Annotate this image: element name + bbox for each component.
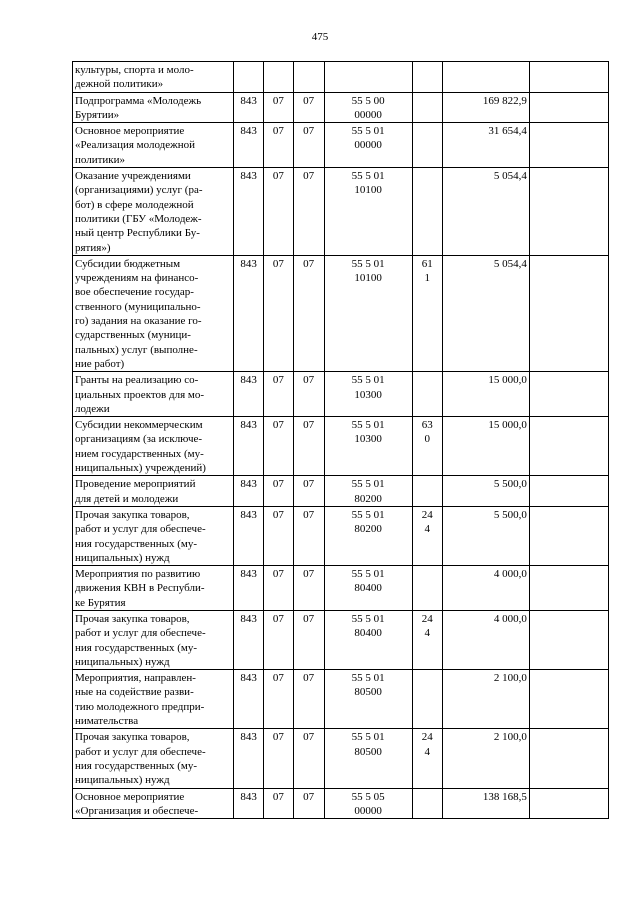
- row-extra-cell: [529, 506, 608, 565]
- row-sum-text: 2 100,0: [493, 672, 527, 685]
- row-sum-text: 138 168,5: [482, 790, 527, 803]
- row-subsection-text: 07: [303, 257, 315, 270]
- row-sum-cell: [442, 566, 529, 611]
- row-csr-cell: [324, 417, 412, 476]
- row-name-text: Прочая закупка товаров, работ и услуг для обеспече- ния государственных (му- ниципальных) нужд: [75, 508, 206, 564]
- table-row: [73, 123, 609, 168]
- row-subsection-text: 07: [303, 568, 315, 581]
- table-row: [73, 372, 609, 417]
- row-sum-cell: [442, 372, 529, 417]
- row-sum-text: 5 054,4: [493, 257, 527, 270]
- row-code-cell: [234, 788, 264, 819]
- row-name-text: Мероприятия по развитию движения КВН в Республи- ке Бурятия: [75, 568, 205, 609]
- table-row: [73, 788, 609, 819]
- row-extra-cell: [529, 476, 608, 507]
- row-subsection-cell: [293, 610, 324, 669]
- row-section-text: 07: [272, 672, 284, 685]
- row-csr-text: 55 5 01 10300: [351, 419, 385, 446]
- row-name-text: Субсидии некоммерческим организациям (за исключе- нием государственных (му- ниципальных) учреждений): [75, 419, 206, 475]
- row-vr-cell: [412, 610, 442, 669]
- row-vr-text: 24 4: [421, 612, 433, 640]
- row-code-cell: [234, 610, 264, 669]
- row-csr-cell: [324, 476, 412, 507]
- row-vr-cell: [412, 92, 442, 123]
- row-csr-text: 55 5 01 80200: [351, 508, 385, 536]
- row-code-text: 843: [240, 374, 257, 387]
- row-section-cell: [263, 476, 293, 507]
- row-csr-cell: [324, 123, 412, 168]
- row-section-text: 07: [272, 731, 284, 744]
- row-sum-text: 169 822,9: [482, 94, 527, 107]
- row-vr-cell: [412, 168, 442, 256]
- row-csr-text: 55 5 01 10300: [351, 374, 385, 401]
- row-vr-cell: [412, 670, 442, 729]
- row-extra-cell: [529, 168, 608, 256]
- row-section-cell: [263, 566, 293, 611]
- row-subsection-cell: [293, 123, 324, 168]
- row-code-cell: [234, 670, 264, 729]
- row-name-text: Подпрограмма «Молодежь Бурятии»: [75, 94, 202, 121]
- row-code-cell: [234, 506, 264, 565]
- row-name-text: Гранты на реализацию со- циальных проектов для мо- лодежи: [75, 374, 205, 415]
- row-csr-text: 55 5 00 00000: [351, 94, 385, 121]
- row-section-cell: [263, 168, 293, 256]
- row-subsection-text: 07: [303, 478, 315, 491]
- row-subsection-cell: [293, 255, 324, 371]
- row-sum-text: 2 100,0: [493, 731, 527, 744]
- row-section-cell: [263, 417, 293, 476]
- row-sum-cell: [442, 729, 529, 788]
- row-code-cell: [234, 476, 264, 507]
- row-name-cell: [73, 123, 234, 168]
- row-sum-text: 5 054,4: [493, 170, 527, 183]
- row-section-text: 07: [272, 508, 284, 521]
- row-subsection-cell: [293, 417, 324, 476]
- table-row: [73, 62, 609, 93]
- row-name-cell: [73, 729, 234, 788]
- row-sum-text: 5 500,0: [493, 478, 527, 491]
- row-code-text: 843: [240, 672, 257, 685]
- row-section-text: 07: [272, 568, 284, 581]
- row-extra-cell: [529, 62, 608, 93]
- row-subsection-text: 07: [303, 125, 315, 138]
- row-code-text: 843: [240, 170, 257, 183]
- row-name-cell: [73, 92, 234, 123]
- row-sum-cell: [442, 168, 529, 256]
- row-extra-cell: [529, 92, 608, 123]
- row-subsection-text: 07: [303, 419, 315, 432]
- row-code-cell: [234, 92, 264, 123]
- row-vr-cell: [412, 729, 442, 788]
- row-csr-text: 55 5 01 00000: [351, 125, 385, 152]
- table-row: [73, 92, 609, 123]
- row-vr-text: 24 4: [421, 508, 433, 536]
- row-csr-cell: [324, 729, 412, 788]
- row-subsection-cell: [293, 566, 324, 611]
- row-sum-cell: [442, 788, 529, 819]
- row-code-cell: [234, 372, 264, 417]
- row-vr-cell: [412, 62, 442, 93]
- row-subsection-cell: [293, 729, 324, 788]
- row-code-text: 843: [240, 257, 257, 270]
- row-code-text: 843: [240, 612, 257, 625]
- row-name-cell: [73, 476, 234, 507]
- row-name-cell: [73, 566, 234, 611]
- row-vr-cell: [412, 123, 442, 168]
- row-section-cell: [263, 62, 293, 93]
- table-row: [73, 610, 609, 669]
- row-name-cell: [73, 670, 234, 729]
- table-row: [73, 670, 609, 729]
- row-extra-cell: [529, 255, 608, 371]
- row-name-text: Оказание учреждениями (организациями) услуг (ра- бот) в сфере молодежной политики (ГБУ «Молодеж- ный центр Республики Бу- рятия»): [75, 170, 203, 254]
- row-section-text: 07: [272, 478, 284, 491]
- row-extra-cell: [529, 670, 608, 729]
- row-code-text: 843: [240, 419, 257, 432]
- row-csr-cell: [324, 92, 412, 123]
- table-row: [73, 417, 609, 476]
- row-csr-text: 55 5 05 00000: [351, 790, 385, 817]
- row-name-cell: [73, 255, 234, 371]
- row-subsection-text: 07: [303, 170, 315, 183]
- row-vr-text: 63 0: [421, 419, 433, 446]
- table-row: [73, 168, 609, 256]
- row-sum-text: 5 500,0: [493, 508, 527, 521]
- row-code-cell: [234, 729, 264, 788]
- row-section-cell: [263, 729, 293, 788]
- row-vr-cell: [412, 417, 442, 476]
- row-subsection-cell: [293, 372, 324, 417]
- row-section-cell: [263, 92, 293, 123]
- row-section-cell: [263, 506, 293, 565]
- row-sum-cell: [442, 670, 529, 729]
- row-section-cell: [263, 788, 293, 819]
- row-csr-cell: [324, 372, 412, 417]
- row-subsection-cell: [293, 476, 324, 507]
- row-subsection-text: 07: [303, 731, 315, 744]
- row-subsection-cell: [293, 506, 324, 565]
- row-vr-text: 61 1: [421, 257, 433, 285]
- row-csr-cell: [324, 506, 412, 565]
- table-row: [73, 506, 609, 565]
- row-vr-cell: [412, 255, 442, 371]
- row-subsection-cell: [293, 62, 324, 93]
- table-row: [73, 566, 609, 611]
- row-extra-cell: [529, 123, 608, 168]
- row-csr-cell: [324, 62, 412, 93]
- table-row: [73, 476, 609, 507]
- row-section-text: 07: [272, 612, 284, 625]
- row-code-text: 843: [240, 790, 257, 803]
- row-csr-cell: [324, 168, 412, 256]
- row-csr-text: 55 5 01 10100: [351, 170, 385, 197]
- row-subsection-cell: [293, 670, 324, 729]
- row-section-text: 07: [272, 419, 284, 432]
- row-csr-cell: [324, 566, 412, 611]
- row-name-cell: [73, 788, 234, 819]
- row-subsection-text: 07: [303, 790, 315, 803]
- row-section-text: 07: [272, 257, 284, 270]
- row-vr-cell: [412, 566, 442, 611]
- row-csr-text: 55 5 01 80200: [351, 478, 385, 505]
- row-name-cell: [73, 506, 234, 565]
- row-sum-cell: [442, 62, 529, 93]
- row-csr-text: 55 5 01 80400: [351, 568, 385, 595]
- row-sum-cell: [442, 476, 529, 507]
- row-name-text: Прочая закупка товаров, работ и услуг для обеспече- ния государственных (му- ниципальных) нужд: [75, 731, 206, 787]
- row-section-cell: [263, 670, 293, 729]
- row-subsection-text: 07: [303, 612, 315, 625]
- row-subsection-text: 07: [303, 672, 315, 685]
- row-csr-text: 55 5 01 80500: [351, 672, 385, 699]
- row-extra-cell: [529, 417, 608, 476]
- row-section-text: 07: [272, 94, 284, 107]
- row-subsection-text: 07: [303, 94, 315, 107]
- row-sum-text: 15 000,0: [488, 419, 527, 432]
- row-sum-text: 4 000,0: [493, 612, 527, 625]
- row-extra-cell: [529, 788, 608, 819]
- budget-table: [72, 61, 609, 819]
- row-code-cell: [234, 255, 264, 371]
- row-code-text: 843: [240, 478, 257, 491]
- row-sum-cell: [442, 506, 529, 565]
- row-subsection-text: 07: [303, 374, 315, 387]
- row-vr-cell: [412, 506, 442, 565]
- row-name-cell: [73, 610, 234, 669]
- row-section-text: 07: [272, 790, 284, 803]
- row-sum-text: 15 000,0: [488, 374, 527, 387]
- row-section-cell: [263, 610, 293, 669]
- row-name-cell: [73, 62, 234, 93]
- row-extra-cell: [529, 372, 608, 417]
- table-row: [73, 255, 609, 371]
- row-code-cell: [234, 417, 264, 476]
- row-sum-text: 4 000,0: [493, 568, 527, 581]
- row-code-text: 843: [240, 508, 257, 521]
- row-name-text: Основное мероприятие «Реализация молодежной политики»: [75, 125, 195, 166]
- row-code-cell: [234, 566, 264, 611]
- row-name-cell: [73, 168, 234, 256]
- row-sum-cell: [442, 610, 529, 669]
- row-vr-cell: [412, 788, 442, 819]
- row-name-text: культуры, спорта и моло- дежной политики»: [75, 64, 194, 91]
- row-code-text: 843: [240, 94, 257, 107]
- row-vr-text: 24 4: [421, 731, 433, 758]
- row-name-text: Субсидии бюджетным учреждениям на финансо- вое обеспечение государ- ственного (муниципально- го) задания на оказание го- сударственных (муници- пальных) услуг (выполне- ние работ): [75, 257, 202, 370]
- row-subsection-text: 07: [303, 508, 315, 521]
- row-section-text: 07: [272, 170, 284, 183]
- row-name-text: Мероприятия, направлен- ные на содействие разви- тию молодежного предпри- нимательства: [75, 672, 205, 728]
- row-extra-cell: [529, 566, 608, 611]
- row-section-cell: [263, 372, 293, 417]
- row-csr-text: 55 5 01 80500: [351, 731, 385, 758]
- row-code-cell: [234, 168, 264, 256]
- row-sum-cell: [442, 255, 529, 371]
- table-row: [73, 729, 609, 788]
- row-sum-cell: [442, 123, 529, 168]
- row-name-text: Проведение мероприятий для детей и молодежи: [75, 478, 196, 505]
- budget-table-body: [73, 62, 609, 819]
- row-csr-cell: [324, 610, 412, 669]
- row-sum-text: 31 654,4: [488, 125, 527, 138]
- row-section-cell: [263, 123, 293, 168]
- row-code-text: 843: [240, 125, 257, 138]
- row-code-text: 843: [240, 731, 257, 744]
- row-code-cell: [234, 62, 264, 93]
- row-section-cell: [263, 255, 293, 371]
- page-number: 475: [311, 31, 329, 43]
- row-csr-cell: [324, 255, 412, 371]
- row-code-text: 843: [240, 568, 257, 581]
- row-subsection-cell: [293, 92, 324, 123]
- row-name-text: Прочая закупка товаров, работ и услуг для обеспече- ния государственных (му- ниципальных) нужд: [75, 612, 206, 668]
- row-section-text: 07: [272, 374, 284, 387]
- row-vr-cell: [412, 372, 442, 417]
- row-subsection-cell: [293, 788, 324, 819]
- row-csr-text: 55 5 01 10100: [351, 257, 385, 285]
- row-csr-cell: [324, 788, 412, 819]
- row-name-text: Основное мероприятие «Организация и обеспече-: [75, 790, 199, 817]
- row-name-cell: [73, 372, 234, 417]
- row-sum-cell: [442, 417, 529, 476]
- row-vr-cell: [412, 476, 442, 507]
- row-extra-cell: [529, 729, 608, 788]
- row-csr-text: 55 5 01 80400: [351, 612, 385, 640]
- row-section-text: 07: [272, 125, 284, 138]
- row-extra-cell: [529, 610, 608, 669]
- row-sum-cell: [442, 92, 529, 123]
- row-subsection-cell: [293, 168, 324, 256]
- row-csr-cell: [324, 670, 412, 729]
- row-name-cell: [73, 417, 234, 476]
- row-code-cell: [234, 123, 264, 168]
